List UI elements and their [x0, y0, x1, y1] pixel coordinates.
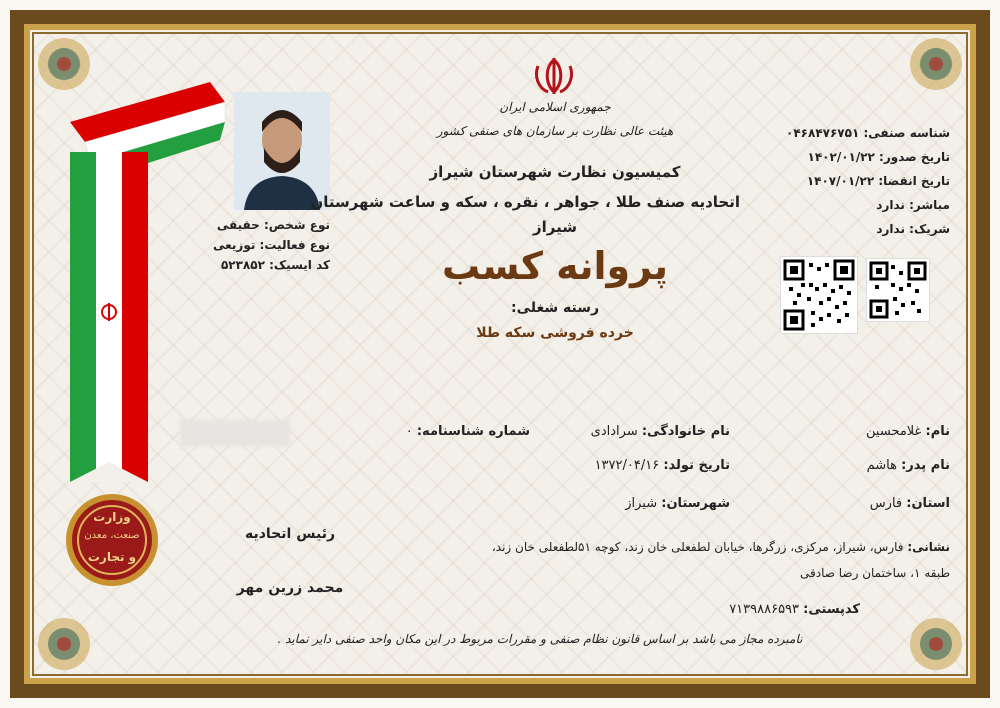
activity-type: نوع فعالیت: توزیعی: [213, 238, 330, 252]
last-name-label: نام خانوادگی:: [641, 424, 730, 439]
operator: مباشر: ندارد: [876, 198, 950, 212]
high-board-text: هیئت عالی نظارت بر سازمان های صنفی کشور: [436, 124, 674, 138]
father-row: [780, 458, 950, 473]
corner-ornament-top-right-icon: [886, 34, 966, 114]
union-line2: شیراز: [533, 218, 577, 236]
city-label: شهرستان:: [661, 496, 730, 511]
father-value: هاشم: [866, 458, 897, 473]
id-number-value: ۰: [405, 424, 413, 439]
seal-line1: وزارت: [93, 510, 131, 524]
id-number-row: [400, 424, 530, 439]
iran-emblem-icon: [532, 56, 576, 96]
footer-note: نامبرده مجاز می باشد بر اساس قانون نظام صنفی و مقررات مربوط در این مکان واحد صنفی دایر نماید .: [277, 632, 803, 646]
republic-text: جمهوری اسلامی ایران: [499, 100, 611, 114]
city-row: [560, 496, 730, 511]
seal-line3: و تجارت: [87, 550, 137, 564]
issue-date: تاریخ صدور: ۱۴۰۲/۰۱/۲۲: [807, 150, 950, 164]
union-line1: اتحادیه صنف طلا ، جواهر ، نقره ، سکه و ساعت شهرستان: [310, 193, 740, 211]
last-name-row: [560, 424, 730, 439]
commission-text: کمیسیون نظارت شهرستان شیراز: [429, 163, 681, 181]
last-name-value: سرادادی: [590, 424, 638, 439]
province-label: استان:: [906, 496, 950, 511]
guild-id: شناسه صنفی: ۰۴۶۸۴۷۶۷۵۱: [786, 126, 950, 140]
corner-ornament-bottom-left-icon: [34, 594, 114, 674]
birth-row: [560, 458, 730, 473]
city-value: شیراز: [625, 496, 658, 511]
first-name-label: نام:: [925, 424, 950, 439]
guild-label: رسته شغلی:: [510, 300, 600, 316]
father-label: نام پدر:: [901, 458, 950, 473]
redacted-field: [180, 420, 290, 446]
isic-code: کد ایسیک: ۵۲۳۸۵۲: [220, 258, 330, 272]
signature-name: محمد زرین مهر: [236, 580, 344, 596]
qr-code-icon: [780, 256, 858, 334]
address-line1: فارس، شیراز، مرکزی، زرگرها، خیابان لطفعلی خان زند، کوچه ۵۱لطفعلی خان زند،: [491, 540, 904, 554]
person-type: نوع شخص: حقیقی: [216, 218, 330, 232]
qr-code-icon: [866, 258, 930, 322]
birth-label: تاریخ تولد:: [663, 458, 730, 473]
province-row: [780, 496, 950, 511]
partner: شریک: ندارد: [876, 222, 950, 236]
postal-label: کدپستی:: [803, 602, 860, 617]
signature-role: رئیس اتحادیه: [244, 526, 336, 542]
license-title: پروانه کسب: [441, 244, 669, 288]
address-line2: طبقه ۱، ساختمان رضا صادقی: [800, 566, 950, 580]
postal-value: ۷۱۳۹۸۸۶۵۹۳: [729, 602, 800, 617]
address-label: نشانی:: [907, 540, 950, 554]
guild-value: خرده فروشی سکه طلا: [476, 325, 634, 341]
id-number-label: شماره شناسنامه:: [416, 424, 530, 439]
birth-value: ۱۳۷۲/۰۴/۱۶: [594, 458, 660, 473]
expiry-date: تاریخ انقضا: ۱۴۰۷/۰۱/۲۲: [806, 174, 950, 188]
corner-ornament-bottom-right-icon: [886, 594, 966, 674]
postal-row: [660, 602, 860, 617]
province-value: فارس: [869, 496, 903, 511]
first-name-row: [780, 424, 950, 439]
seal-line2: صنعت، معدن: [84, 530, 140, 541]
first-name-value: غلامحسین: [866, 424, 922, 439]
address-row: [400, 540, 950, 554]
